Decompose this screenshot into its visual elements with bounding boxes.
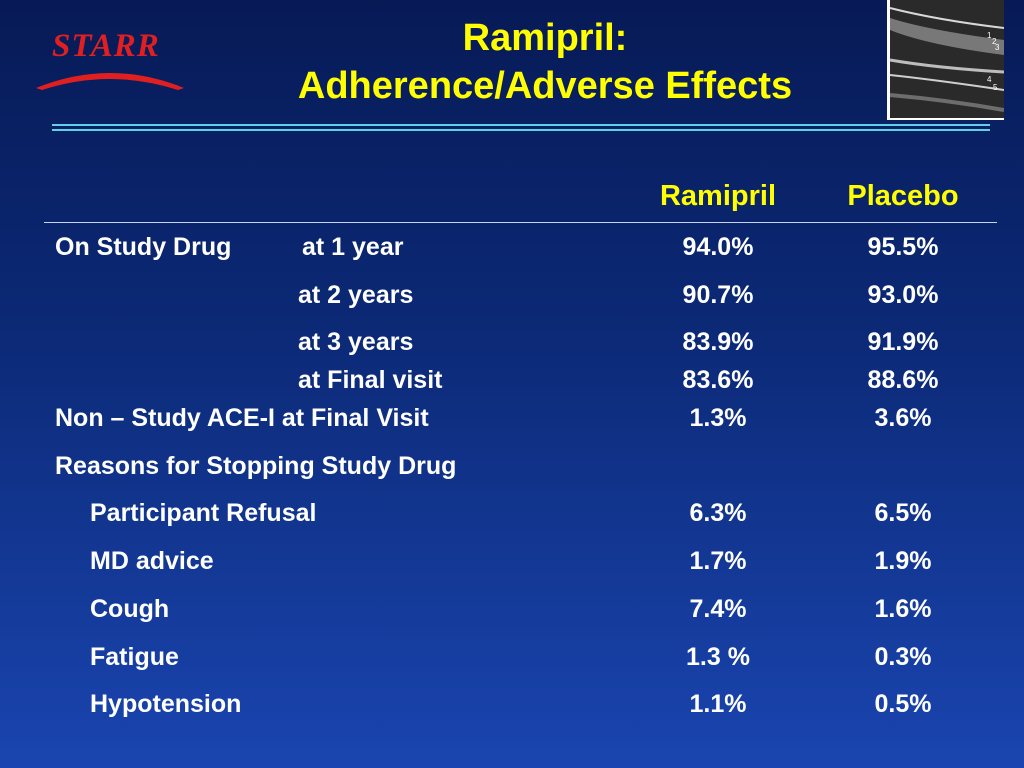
title-line-2: Adherence/Adverse Effects — [297, 65, 793, 107]
table-row — [0, 643, 1024, 677]
column-header-ramipril: Ramipril — [659, 180, 777, 212]
table-row — [0, 499, 1024, 533]
row-label: Participant Refusal — [90, 499, 317, 527]
row-label: Cough — [90, 595, 170, 623]
placebo-value: 0.3% — [874, 643, 932, 671]
placebo-value: 6.5% — [874, 499, 932, 527]
table-row — [0, 366, 1024, 400]
logo-arc-icon — [30, 64, 190, 94]
table-row — [0, 595, 1024, 629]
row-sublabel: at 1 year — [302, 233, 404, 261]
ramipril-value: 1.3 % — [686, 643, 750, 671]
table-row — [0, 547, 1024, 581]
title-rule-bottom — [52, 129, 990, 131]
placebo-value: 0.5% — [874, 690, 932, 718]
row-label: Hypotension — [90, 690, 242, 718]
ultrasound-mark-5: 5 — [993, 83, 998, 92]
table-row — [0, 404, 1024, 438]
placebo-value: 1.6% — [874, 595, 932, 623]
row-sublabel: at 3 years — [298, 328, 414, 356]
row-label: MD advice — [90, 547, 214, 575]
section-label: Reasons for Stopping Study Drug — [55, 452, 457, 480]
row-sublabel: at 2 years — [298, 281, 414, 309]
slide-title — [200, 14, 890, 110]
ramipril-value: 90.7% — [682, 281, 754, 309]
ramipril-value: 1.1% — [689, 690, 747, 718]
table-row — [0, 281, 1024, 315]
ultrasound-image — [887, 0, 1004, 120]
column-header-placebo: Placebo — [847, 180, 959, 212]
ultrasound-mark-2: 2 — [992, 37, 997, 46]
row-label: On Study Drug — [55, 233, 232, 261]
ultrasound-mark-3: 3 — [995, 43, 1000, 52]
placebo-value: 91.9% — [867, 328, 939, 356]
ramipril-value: 83.6% — [682, 366, 754, 394]
ramipril-value: 1.3% — [689, 404, 747, 432]
placebo-value: 1.9% — [874, 547, 932, 575]
title-rule-top — [52, 124, 990, 126]
ultrasound-mark-4: 4 — [987, 75, 992, 84]
ultrasound-mark-1: 1 — [987, 31, 992, 40]
table-row — [0, 233, 1024, 267]
header-divider — [44, 222, 997, 223]
ramipril-value: 7.4% — [689, 595, 747, 623]
ramipril-value: 6.3% — [689, 499, 747, 527]
placebo-value: 95.5% — [867, 233, 939, 261]
ramipril-value: 1.7% — [689, 547, 747, 575]
placebo-value: 3.6% — [874, 404, 932, 432]
ramipril-value: 83.9% — [682, 328, 754, 356]
ramipril-value: 94.0% — [682, 233, 754, 261]
row-sublabel: at Final visit — [298, 366, 443, 394]
starr-logo — [30, 26, 190, 96]
placebo-value: 88.6% — [867, 366, 939, 394]
row-label: Fatigue — [90, 643, 179, 671]
title-line-1: Ramipril: — [462, 17, 628, 59]
table-row — [0, 328, 1024, 362]
table-row — [0, 452, 1024, 486]
placebo-value: 93.0% — [867, 281, 939, 309]
logo-text: STARR — [52, 28, 160, 64]
table-row — [0, 690, 1024, 724]
row-label: Non – Study ACE-I at Final Visit — [55, 404, 429, 432]
